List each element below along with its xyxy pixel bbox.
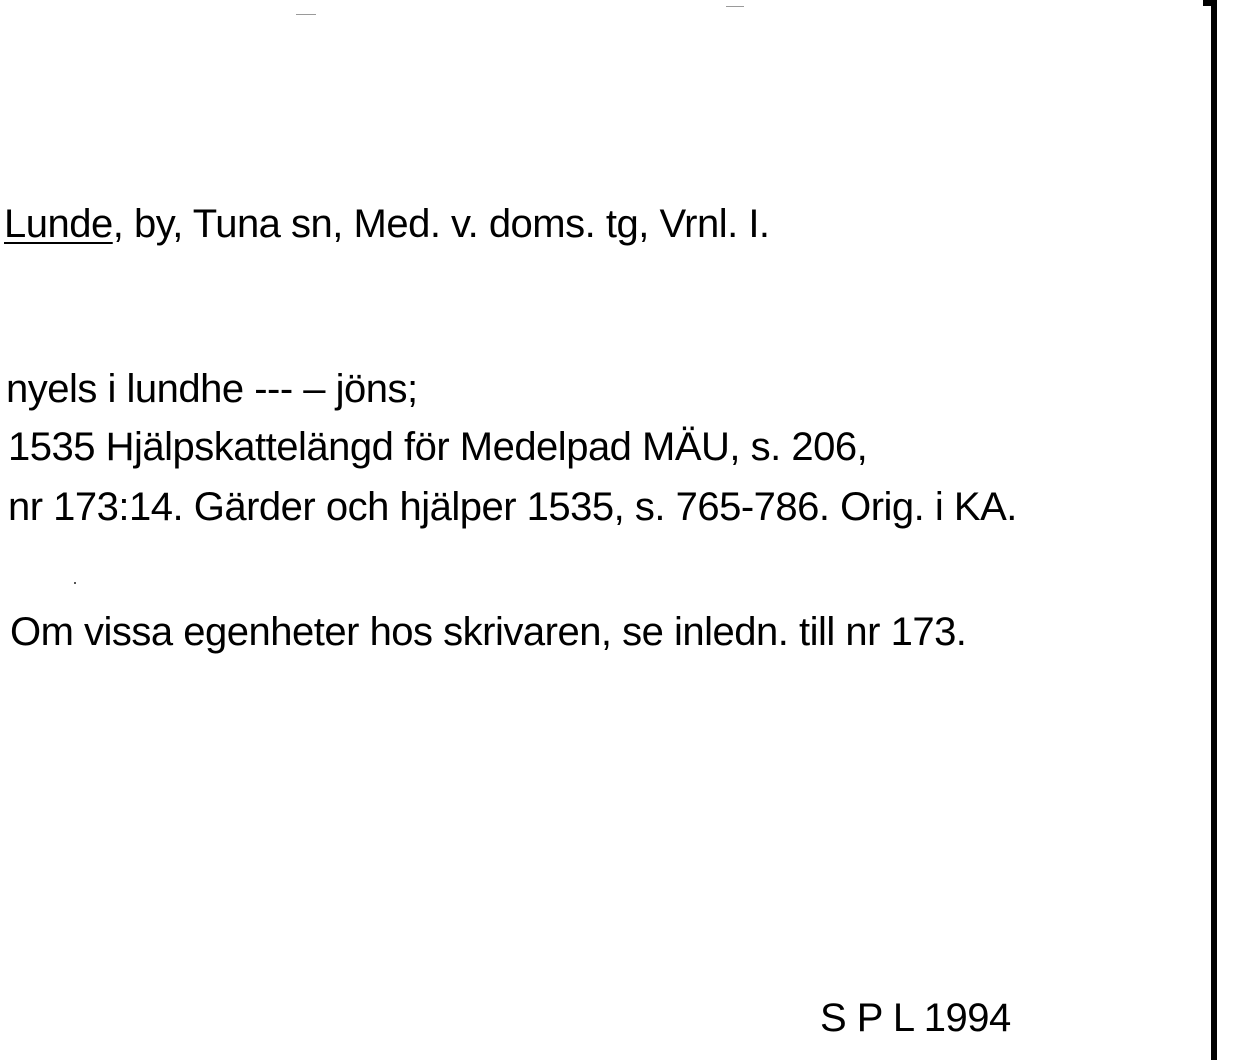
entry-line-2: 1535 Hjälpskattelängd för Medelpad MÄU, s. 206,	[8, 425, 868, 469]
right-margin-rule	[1211, 0, 1217, 1060]
note-line: Om vissa egenheter hos skrivaren, se inledn. till nr 173.	[10, 610, 967, 654]
signature: S P L 1994	[820, 996, 1011, 1040]
place-name: Lunde	[4, 202, 113, 246]
entry-line-3: nr 173:14. Gärder och hjälper 1535, s. 765-786. Orig. i KA.	[8, 485, 1017, 529]
scan-speck	[74, 582, 76, 584]
entry-line-1: nyels i lundhe --- – jöns;	[6, 367, 418, 411]
card-heading	[4, 204, 770, 244]
scan-artifact	[296, 14, 316, 15]
scan-artifact	[726, 6, 744, 7]
place-description: , by, Tuna sn, Med. v. doms. tg, Vrnl. I.	[112, 202, 770, 246]
